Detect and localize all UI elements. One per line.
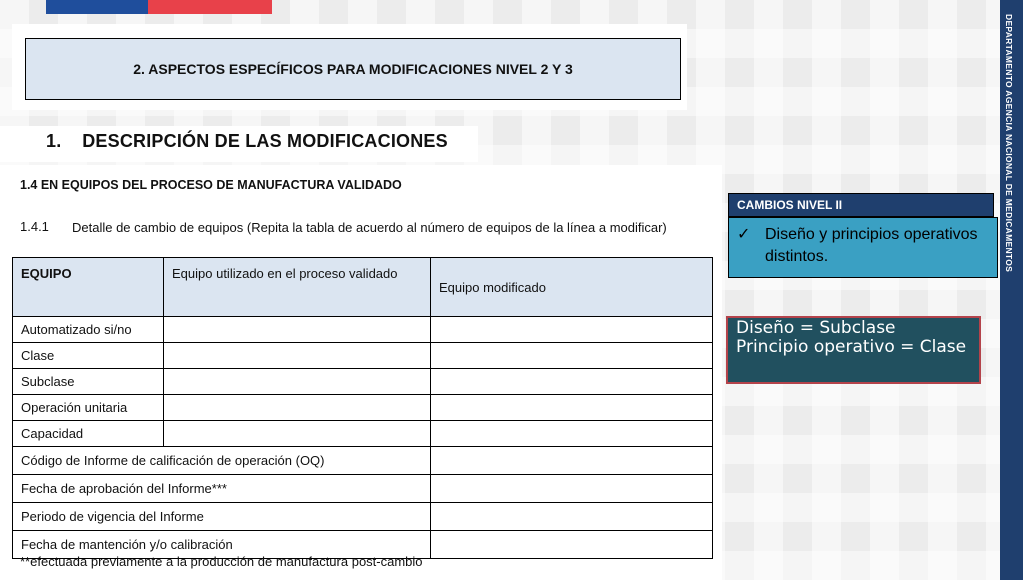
input-cell[interactable] xyxy=(431,475,713,503)
note-line: Principio operativo = Clase xyxy=(736,337,967,357)
row-label: Automatizado si/no xyxy=(13,317,164,343)
page-title: 1. DESCRIPCIÓN DE LAS MODIFICACIONES xyxy=(46,131,448,151)
equipment-table xyxy=(12,257,713,559)
input-cell[interactable] xyxy=(431,395,713,421)
row-label: Operación unitaria xyxy=(13,395,164,421)
table-row xyxy=(13,503,713,531)
cambios-heading: CAMBIOS NIVEL II xyxy=(728,193,994,217)
cambios-box xyxy=(728,217,998,278)
table-row xyxy=(13,369,713,395)
table-row xyxy=(13,421,713,447)
table-header-cell: Equipo modificado xyxy=(431,258,713,317)
note-line: Diseño = Subclase xyxy=(736,318,896,338)
row-label: Fecha de aprobación del Informe*** xyxy=(13,475,431,503)
input-cell[interactable] xyxy=(164,421,431,447)
table-row xyxy=(13,317,713,343)
table-row xyxy=(13,475,713,503)
input-cell[interactable] xyxy=(431,503,713,531)
section-header-title: 2. ASPECTOS ESPECÍFICOS PARA MODIFICACIONES NIVEL 2 Y 3 xyxy=(133,61,573,77)
flag-stripe-blue xyxy=(46,0,148,14)
input-cell[interactable] xyxy=(164,395,431,421)
detail-text: Detalle de cambio de equipos (Repita la tabla de acuerdo al número de equipos de la línea a modificar) xyxy=(72,220,667,235)
row-label: Periodo de vigencia del Informe xyxy=(13,503,431,531)
footnote: **efectuada previamente a la producción de manufactura post-cambio xyxy=(20,554,423,569)
row-label: Subclase xyxy=(13,369,164,395)
input-cell[interactable] xyxy=(164,317,431,343)
row-label: Clase xyxy=(13,343,164,369)
section-header-box xyxy=(25,38,681,100)
table-header-cell: Equipo utilizado en el proceso validado xyxy=(164,258,431,317)
table-row xyxy=(13,447,713,475)
row-label: Fecha de mantención y/o calibración xyxy=(13,531,431,559)
table-row xyxy=(13,395,713,421)
input-cell[interactable] xyxy=(431,447,713,475)
table-header-cell: EQUIPO xyxy=(13,258,164,317)
row-label: Capacidad xyxy=(13,421,164,447)
row-label: Código de Informe de calificación de operación (OQ) xyxy=(13,447,431,475)
cambios-item: Diseño y principios operativos distintos. xyxy=(765,226,978,265)
table-header-row xyxy=(13,258,713,317)
table-row xyxy=(13,343,713,369)
input-cell[interactable] xyxy=(431,317,713,343)
flag-stripe-red xyxy=(148,0,272,14)
input-cell[interactable] xyxy=(431,343,713,369)
detail-number: 1.4.1 xyxy=(20,219,49,234)
check-icon: ✓ xyxy=(737,226,751,243)
input-cell[interactable] xyxy=(431,421,713,447)
input-cell[interactable] xyxy=(164,369,431,395)
input-cell[interactable] xyxy=(431,531,713,559)
subsection-title: 1.4 EN EQUIPOS DEL PROCESO DE MANUFACTURA VALIDADO xyxy=(20,178,402,192)
input-cell[interactable] xyxy=(431,369,713,395)
input-cell[interactable] xyxy=(164,343,431,369)
note-box xyxy=(726,316,981,384)
sidebar-label: DEPARTAMENTO AGENCIA NACIONAL DE MEDICAMENTOS xyxy=(1004,14,1014,273)
